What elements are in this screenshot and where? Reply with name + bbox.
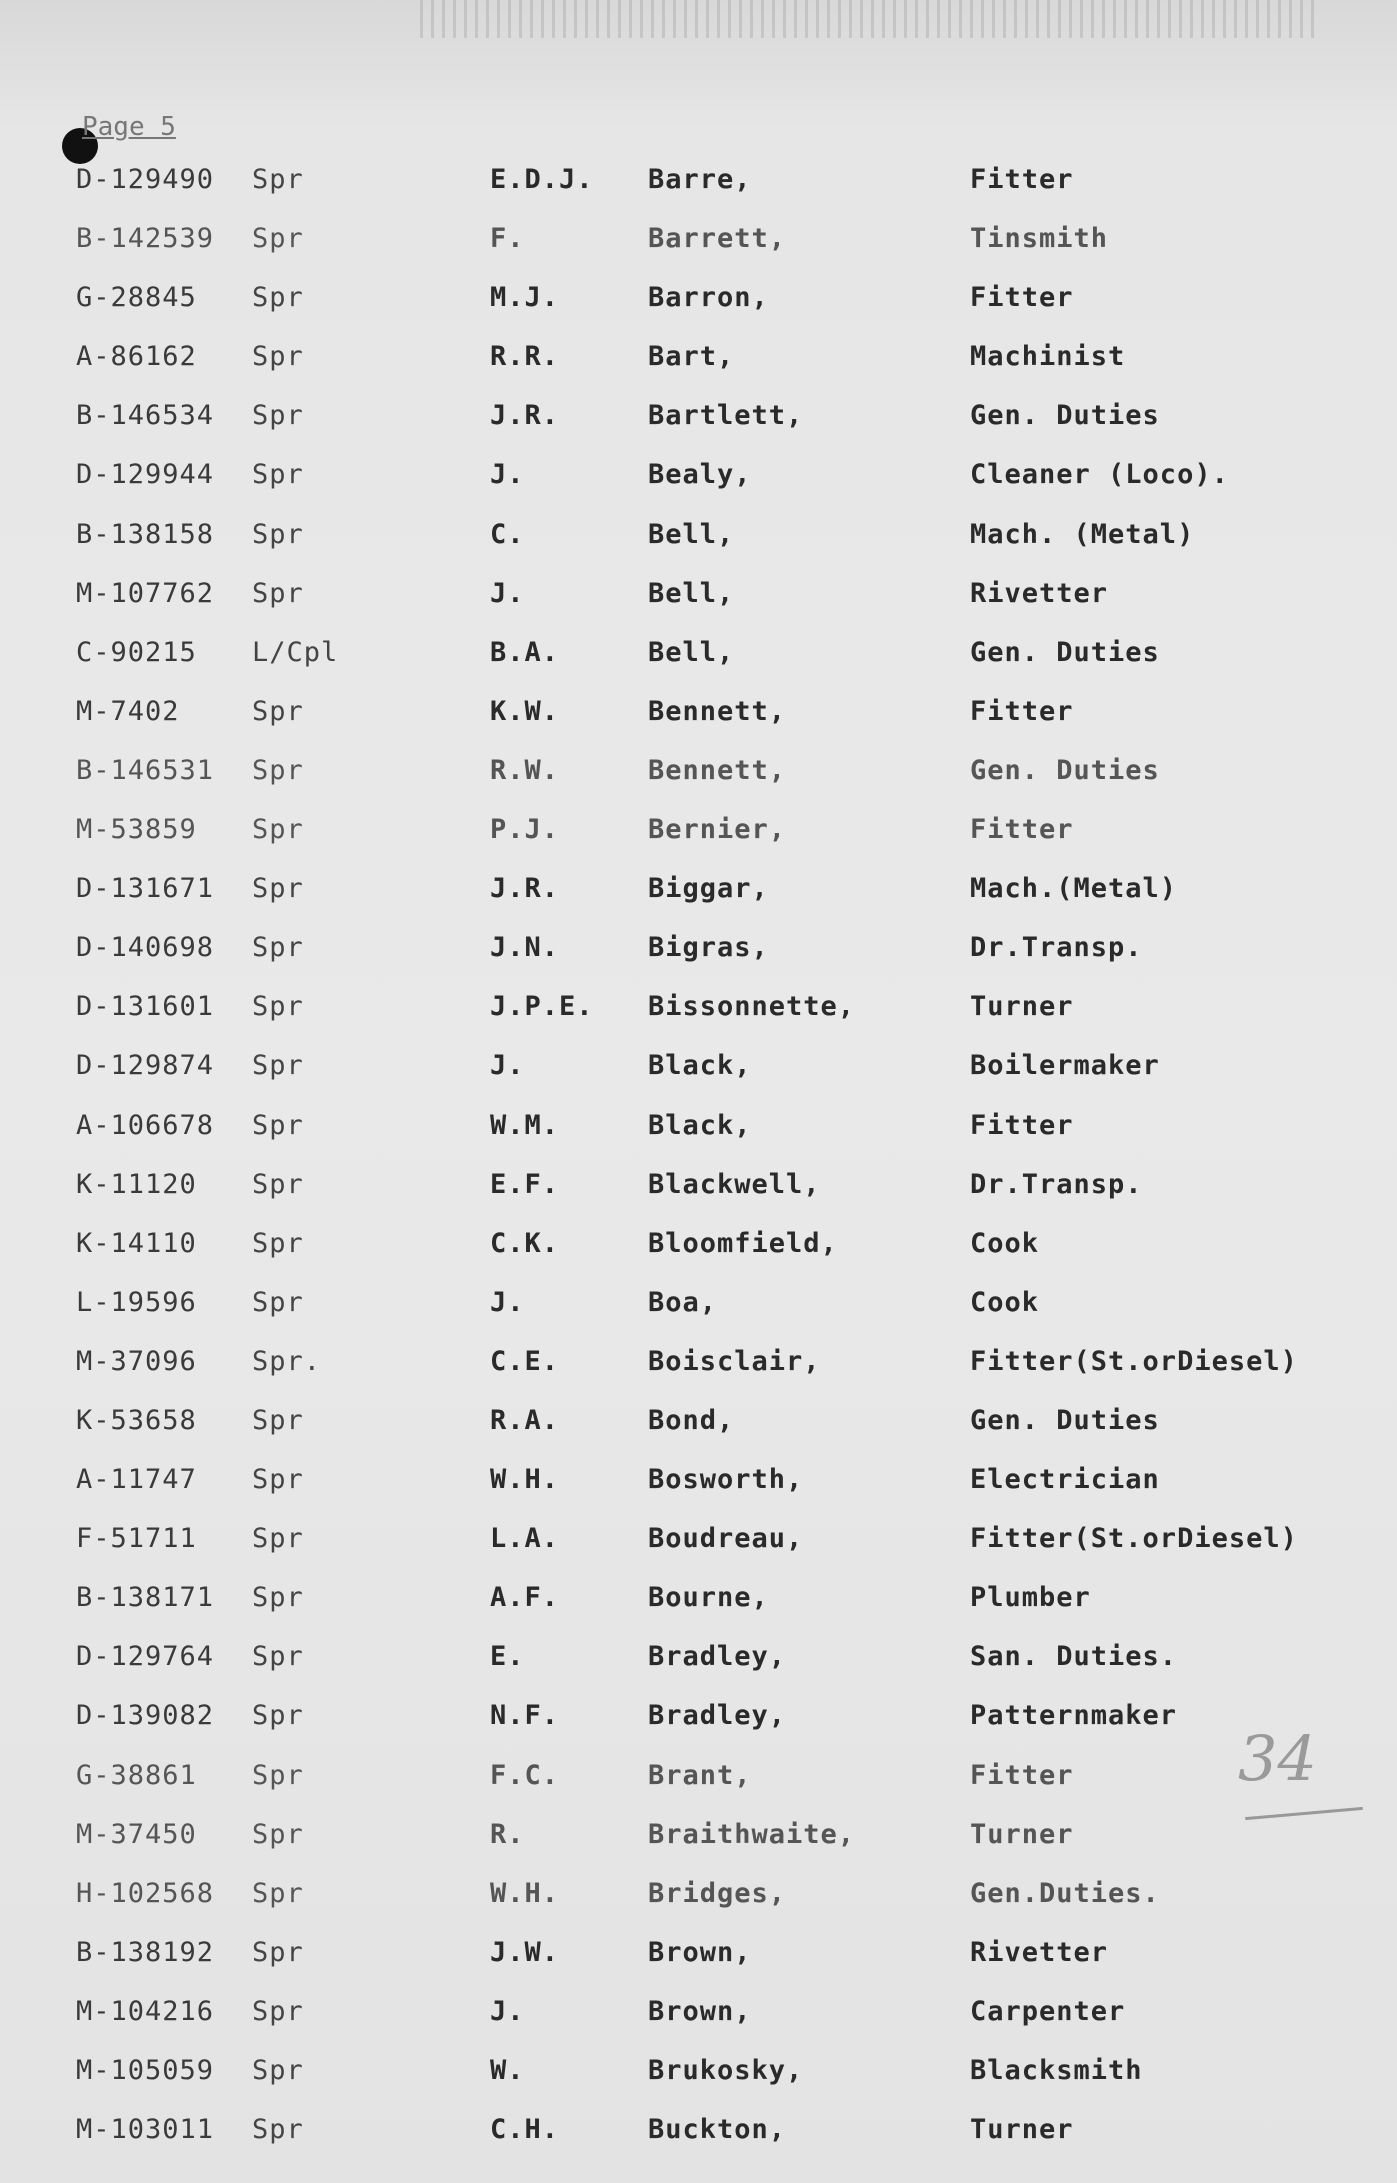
service-number: B-146531 bbox=[76, 754, 215, 786]
service-number: D-131601 bbox=[76, 991, 215, 1023]
initials: A.F. bbox=[490, 1582, 560, 1614]
page-label: Page 5 bbox=[82, 112, 176, 142]
initials: J.R. bbox=[490, 873, 560, 905]
trade: Cook bbox=[970, 1227, 1040, 1259]
surname: Bissonnette, bbox=[648, 991, 856, 1023]
roster-row bbox=[0, 278, 1397, 337]
rank: Spr bbox=[252, 991, 304, 1023]
service-number: M-37096 bbox=[76, 1345, 197, 1377]
rank: Spr bbox=[252, 518, 304, 550]
surname: Brown, bbox=[648, 1936, 752, 1968]
surname: Bell, bbox=[648, 577, 735, 609]
trade: Machinist bbox=[970, 341, 1126, 373]
initials: W. bbox=[490, 2055, 525, 2086]
initials: E. bbox=[490, 1641, 525, 1673]
roster-row bbox=[0, 1815, 1397, 1874]
surname: Boudreau, bbox=[648, 1523, 804, 1555]
roster-row bbox=[0, 1992, 1397, 2051]
service-number: M-53859 bbox=[76, 814, 197, 846]
surname: Biggar, bbox=[648, 873, 769, 905]
rank: Spr bbox=[252, 1995, 304, 2027]
trade: San. Duties. bbox=[970, 1641, 1178, 1673]
initials: W.M. bbox=[490, 1109, 560, 1141]
roster-row bbox=[0, 396, 1397, 455]
surname: Bloomfield, bbox=[648, 1227, 838, 1259]
initials: F.C. bbox=[490, 1759, 560, 1791]
service-number: D-129874 bbox=[76, 1050, 215, 1082]
initials: J. bbox=[490, 1050, 525, 1082]
rank: Spr bbox=[252, 223, 304, 255]
service-number: F-51711 bbox=[76, 1523, 197, 1555]
initials: N.F. bbox=[490, 1700, 560, 1732]
roster-list bbox=[0, 160, 1397, 2169]
service-number: B-138158 bbox=[76, 518, 215, 550]
surname: Bond, bbox=[648, 1404, 735, 1436]
trade: Fitter bbox=[970, 814, 1074, 846]
rank: Spr bbox=[252, 695, 304, 727]
service-number: B-138192 bbox=[76, 1936, 215, 1968]
trade: Fitter(St.orDiesel) bbox=[970, 1523, 1298, 1555]
rank: Spr bbox=[252, 1523, 304, 1555]
initials: J. bbox=[490, 577, 525, 609]
initials: C.K. bbox=[490, 1227, 560, 1259]
trade: Turner bbox=[970, 991, 1074, 1023]
trade: Gen.Duties. bbox=[970, 1877, 1160, 1909]
service-number: M-103011 bbox=[76, 2114, 215, 2146]
trade: Fitter bbox=[970, 164, 1074, 195]
initials: J.N. bbox=[490, 932, 560, 964]
roster-row bbox=[0, 1696, 1397, 1755]
trade: Rivetter bbox=[970, 1936, 1109, 1968]
rank: Spr bbox=[252, 932, 304, 964]
rank: Spr bbox=[252, 1877, 304, 1909]
initials: R.W. bbox=[490, 754, 560, 786]
service-number: C-90215 bbox=[76, 636, 197, 668]
trade: Mach. (Metal) bbox=[970, 518, 1195, 550]
surname: Black, bbox=[648, 1109, 752, 1141]
roster-row bbox=[0, 2110, 1397, 2169]
initials: J.R. bbox=[490, 400, 560, 432]
service-number: D-140698 bbox=[76, 932, 215, 964]
roster-row bbox=[0, 869, 1397, 928]
rank: Spr bbox=[252, 1464, 304, 1496]
trade: Fitter bbox=[970, 695, 1074, 727]
surname: Boisclair, bbox=[648, 1345, 821, 1377]
service-number: D-131671 bbox=[76, 873, 215, 905]
roster-row bbox=[0, 1874, 1397, 1933]
trade: Electrician bbox=[970, 1464, 1160, 1496]
trade: Dr.Transp. bbox=[970, 1168, 1143, 1200]
service-number: G-28845 bbox=[76, 282, 197, 314]
roster-row bbox=[0, 692, 1397, 751]
rank: Spr bbox=[252, 1109, 304, 1141]
roster-row bbox=[0, 928, 1397, 987]
trade: Cleaner (Loco). bbox=[970, 459, 1229, 491]
service-number: H-102568 bbox=[76, 1877, 215, 1909]
service-number: B-138171 bbox=[76, 1582, 215, 1614]
surname: Blackwell, bbox=[648, 1168, 821, 1200]
rank: Spr bbox=[252, 873, 304, 905]
roster-row bbox=[0, 455, 1397, 514]
service-number: A-86162 bbox=[76, 341, 197, 373]
roster-row bbox=[0, 1756, 1397, 1815]
trade: Gen. Duties bbox=[970, 636, 1160, 668]
roster-row bbox=[0, 160, 1397, 219]
roster-row bbox=[0, 987, 1397, 1046]
initials: W.H. bbox=[490, 1464, 560, 1496]
roster-row bbox=[0, 337, 1397, 396]
surname: Barrett, bbox=[648, 223, 787, 255]
surname: Buckton, bbox=[648, 2114, 787, 2146]
roster-row bbox=[0, 2051, 1397, 2110]
service-number: M-104216 bbox=[76, 1995, 215, 2027]
initials: B.A. bbox=[490, 636, 560, 668]
trade: Plumber bbox=[970, 1582, 1091, 1614]
roster-row bbox=[0, 1637, 1397, 1696]
initials: R.R. bbox=[490, 341, 560, 373]
rank: Spr bbox=[252, 164, 304, 195]
initials: C.H. bbox=[490, 2114, 560, 2146]
roster-row bbox=[0, 219, 1397, 278]
service-number: M-107762 bbox=[76, 577, 215, 609]
service-number: M-7402 bbox=[76, 695, 180, 727]
roster-row bbox=[0, 1519, 1397, 1578]
trade: Gen. Duties bbox=[970, 754, 1160, 786]
roster-row bbox=[0, 1401, 1397, 1460]
service-number: G-38861 bbox=[76, 1759, 197, 1791]
surname: Black, bbox=[648, 1050, 752, 1082]
service-number: K-14110 bbox=[76, 1227, 197, 1259]
service-number: A-106678 bbox=[76, 1109, 215, 1141]
service-number: M-37450 bbox=[76, 1818, 197, 1850]
surname: Brukosky, bbox=[648, 2055, 804, 2086]
roster-row bbox=[0, 810, 1397, 869]
surname: Bradley, bbox=[648, 1641, 787, 1673]
service-number: D-129490 bbox=[76, 164, 215, 195]
rank: Spr bbox=[252, 1759, 304, 1791]
rank: Spr bbox=[252, 1818, 304, 1850]
rank: Spr bbox=[252, 341, 304, 373]
trade: Boilermaker bbox=[970, 1050, 1160, 1082]
trade: Turner bbox=[970, 2114, 1074, 2146]
surname: Bell, bbox=[648, 636, 735, 668]
surname: Bourne, bbox=[648, 1582, 769, 1614]
initials: J. bbox=[490, 1286, 525, 1318]
rank: Spr bbox=[252, 1404, 304, 1436]
trade: Patternmaker bbox=[970, 1700, 1178, 1732]
initials: J. bbox=[490, 459, 525, 491]
trade: Fitter bbox=[970, 1109, 1074, 1141]
trade: Gen. Duties bbox=[970, 400, 1160, 432]
trade: Mach.(Metal) bbox=[970, 873, 1178, 905]
trade: Rivetter bbox=[970, 577, 1109, 609]
roster-row bbox=[0, 1165, 1397, 1224]
rank: Spr bbox=[252, 400, 304, 432]
rank: Spr. bbox=[252, 1345, 322, 1377]
scan-smudge bbox=[420, 0, 1320, 38]
service-number: M-105059 bbox=[76, 2055, 215, 2086]
trade: Blacksmith bbox=[970, 2055, 1143, 2086]
initials: W.H. bbox=[490, 1877, 560, 1909]
surname: Bart, bbox=[648, 341, 735, 373]
rank: Spr bbox=[252, 1227, 304, 1259]
roster-row bbox=[0, 1460, 1397, 1519]
service-number: K-53658 bbox=[76, 1404, 197, 1436]
rank: L/Cpl bbox=[252, 636, 339, 668]
roster-row bbox=[0, 1933, 1397, 1992]
surname: Bernier, bbox=[648, 814, 787, 846]
initials: F. bbox=[490, 223, 525, 255]
trade: Tinsmith bbox=[970, 223, 1109, 255]
surname: Bennett, bbox=[648, 754, 787, 786]
rank: Spr bbox=[252, 814, 304, 846]
surname: Bridges, bbox=[648, 1877, 787, 1909]
rank: Spr bbox=[252, 1168, 304, 1200]
initials: P.J. bbox=[490, 814, 560, 846]
surname: Braithwaite, bbox=[648, 1818, 856, 1850]
trade: Fitter bbox=[970, 1759, 1074, 1791]
surname: Boa, bbox=[648, 1286, 718, 1318]
trade: Cook bbox=[970, 1286, 1040, 1318]
initials: M.J. bbox=[490, 282, 560, 314]
initials: L.A. bbox=[490, 1523, 560, 1555]
initials: C.E. bbox=[490, 1345, 560, 1377]
rank: Spr bbox=[252, 1700, 304, 1732]
service-number: B-146534 bbox=[76, 400, 215, 432]
rank: Spr bbox=[252, 2114, 304, 2146]
roster-row bbox=[0, 1342, 1397, 1401]
roster-row bbox=[0, 633, 1397, 692]
surname: Bosworth, bbox=[648, 1464, 804, 1496]
service-number: D-139082 bbox=[76, 1700, 215, 1732]
trade: Gen. Duties bbox=[970, 1404, 1160, 1436]
surname: Bealy, bbox=[648, 459, 752, 491]
rank: Spr bbox=[252, 1641, 304, 1673]
service-number: L-19596 bbox=[76, 1286, 197, 1318]
surname: Bradley, bbox=[648, 1700, 787, 1732]
trade: Fitter bbox=[970, 282, 1074, 314]
surname: Barron, bbox=[648, 282, 769, 314]
initials: C. bbox=[490, 518, 525, 550]
trade: Dr.Transp. bbox=[970, 932, 1143, 964]
roster-row bbox=[0, 515, 1397, 574]
roster-row bbox=[0, 1106, 1397, 1165]
rank: Spr bbox=[252, 577, 304, 609]
trade: Fitter(St.orDiesel) bbox=[970, 1345, 1298, 1377]
initials: J.P.E. bbox=[490, 991, 594, 1023]
initials: E.F. bbox=[490, 1168, 560, 1200]
surname: Bennett, bbox=[648, 695, 787, 727]
initials: E.D.J. bbox=[490, 164, 594, 195]
surname: Barre, bbox=[648, 164, 752, 195]
rank: Spr bbox=[252, 1286, 304, 1318]
roster-row bbox=[0, 1224, 1397, 1283]
service-number: K-11120 bbox=[76, 1168, 197, 1200]
roster-row bbox=[0, 1046, 1397, 1105]
initials: J.W. bbox=[490, 1936, 560, 1968]
initials: R. bbox=[490, 1818, 525, 1850]
rank: Spr bbox=[252, 1050, 304, 1082]
trade: Carpenter bbox=[970, 1995, 1126, 2027]
rank: Spr bbox=[252, 2055, 304, 2086]
rank: Spr bbox=[252, 1582, 304, 1614]
initials: K.W. bbox=[490, 695, 560, 727]
trade: Turner bbox=[970, 1818, 1074, 1850]
surname: Bartlett, bbox=[648, 400, 804, 432]
roster-row bbox=[0, 1578, 1397, 1637]
initials: R.A. bbox=[490, 1404, 560, 1436]
surname: Bigras, bbox=[648, 932, 769, 964]
surname: Brown, bbox=[648, 1995, 752, 2027]
service-number: D-129764 bbox=[76, 1641, 215, 1673]
rank: Spr bbox=[252, 1936, 304, 1968]
handwritten-page-number: 34 bbox=[1238, 1722, 1317, 1795]
roster-row bbox=[0, 1283, 1397, 1342]
rank: Spr bbox=[252, 282, 304, 314]
surname: Brant, bbox=[648, 1759, 752, 1791]
roster-row bbox=[0, 574, 1397, 633]
service-number: A-11747 bbox=[76, 1464, 197, 1496]
initials: J. bbox=[490, 1995, 525, 2027]
service-number: B-142539 bbox=[76, 223, 215, 255]
surname: Bell, bbox=[648, 518, 735, 550]
roster-row bbox=[0, 751, 1397, 810]
service-number: D-129944 bbox=[76, 459, 215, 491]
rank: Spr bbox=[252, 459, 304, 491]
rank: Spr bbox=[252, 754, 304, 786]
